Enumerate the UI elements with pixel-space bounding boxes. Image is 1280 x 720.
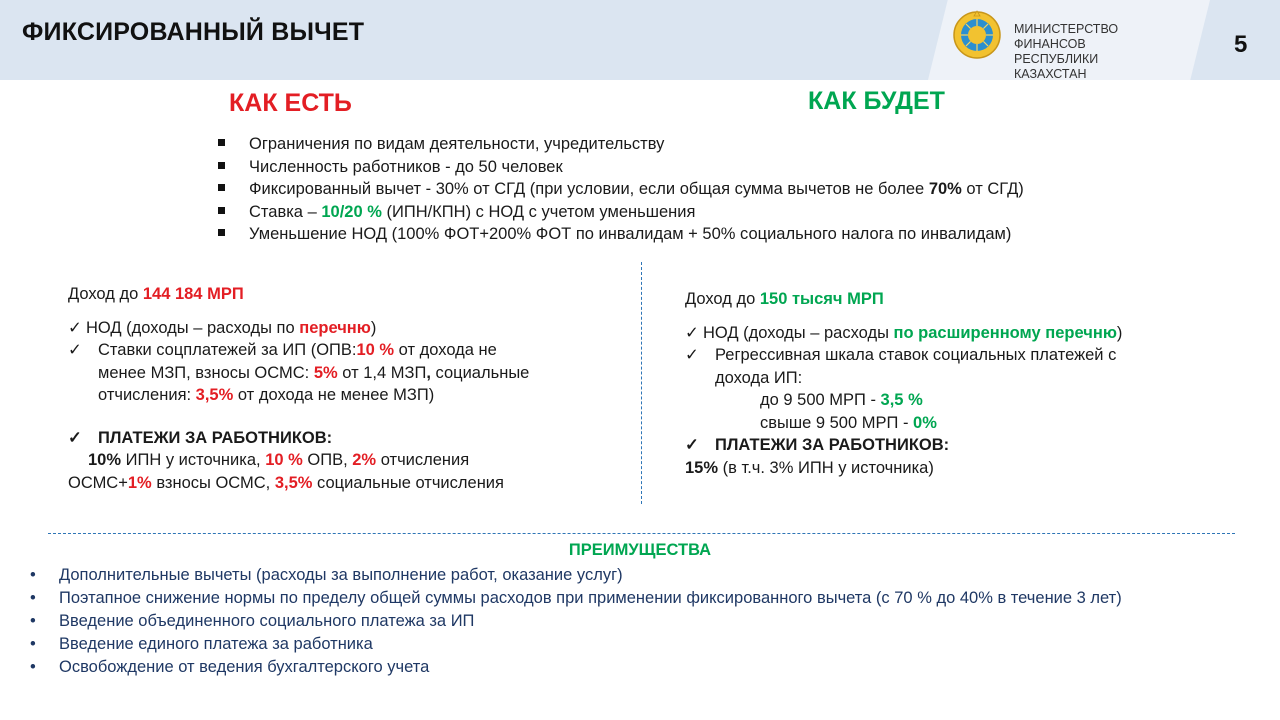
condition-text: Численность работников - до 50 человек: [249, 157, 563, 176]
advantages-list: [30, 564, 1255, 679]
condition-text: Фиксированный вычет - 30% от СГД (при условии, если общая сумма вычетов не более 70% от СГД): [249, 180, 1024, 198]
payments-line: ОСМС+1% взносы ОСМС, 3,5% социальные отчисления: [68, 473, 504, 492]
square-bullet-icon: [218, 162, 225, 169]
ministry-line: КАЗАХСТАН: [1014, 67, 1087, 81]
list-item: • Введение объединенного социального платежа за ИП: [30, 610, 1255, 633]
condition-text: Уменьшение НОД (100% ФОТ+200% ФОТ по инвалидам + 50% социального налога по инвалидам): [249, 225, 1012, 243]
condition-text: Ставка – 10/20 % (ИПН/КПН) с НОД с учетом уменьшения: [249, 202, 696, 221]
heading-as-is: КАК ЕСТЬ: [229, 89, 352, 117]
rates-item-cont: отчисления: 3,5% от дохода не менее МЗП): [98, 386, 435, 404]
list-item: • Поэтапное снижение нормы по пределу общей суммы расходов при применении фиксированного вычета (с 70 % до 40% в течение 3 лет): [30, 587, 1255, 610]
income-limit: Доход до 150 тысяч МРП: [685, 290, 884, 308]
ministry-line: ФИНАНСОВ: [1014, 37, 1086, 51]
income-limit: Доход до 144 184 МРП: [68, 285, 244, 303]
check-icon: ✓: [68, 341, 82, 359]
future-regime-column: [685, 288, 1122, 479]
list-item: • Введение единого платежа за работника: [30, 633, 1255, 656]
scale-item-cont: дохода ИП:: [715, 368, 803, 387]
list-item: [218, 178, 1024, 201]
list-item: [218, 133, 1024, 156]
square-bullet-icon: [218, 229, 225, 236]
list-item: • Освобождение от ведения бухгалтерского учета: [30, 656, 1255, 679]
heading-to-be: КАК БУДЕТ: [808, 87, 945, 115]
column-divider: [641, 262, 642, 504]
list-item: • Дополнительные вычеты (расходы за выполнение работ, оказание услуг): [30, 564, 1255, 587]
payments-line: 15% (в т.ч. 3% ИПН у источника): [685, 458, 934, 477]
payments-heading: ✓ ПЛАТЕЖИ ЗА РАБОТНИКОВ:: [685, 434, 1122, 457]
check-icon: ✓: [685, 436, 699, 454]
square-bullet-icon: [218, 139, 225, 146]
section-divider: [48, 533, 1235, 534]
scale-item: ✓ Регрессивная шкала ставок социальных платежей с: [685, 344, 1122, 367]
conditions-list: [218, 133, 1024, 246]
payments-heading: ✓ ПЛАТЕЖИ ЗА РАБОТНИКОВ:: [68, 427, 529, 450]
check-icon: ✓: [68, 318, 82, 337]
rates-item: ✓ Ставки соцплатежей за ИП (ОПВ:10 % от дохода не: [68, 339, 529, 362]
current-regime-column: [68, 283, 529, 494]
check-icon: ✓: [68, 428, 82, 447]
rates-item-cont: менее МЗП, взносы ОСМС: 5% от 1,4 МЗП, социальные: [98, 363, 530, 382]
rate-tier: свыше 9 500 МРП - 0%: [760, 413, 937, 432]
page-number: 5: [1234, 31, 1248, 58]
ministry-line: РЕСПУБЛИКИ: [1014, 52, 1099, 66]
check-icon: ✓: [685, 323, 699, 342]
rate-tier: до 9 500 МРП - 3,5 %: [760, 391, 923, 409]
nod-item: ✓ НОД (доходы – расходы по расширенному перечню): [685, 322, 1122, 345]
nod-item: ✓ НОД (доходы – расходы по перечню): [68, 317, 529, 340]
kazakhstan-emblem-icon: [952, 10, 1002, 60]
ministry-name: [1014, 22, 1118, 82]
payments-line: 10% ИПН у источника, 10 % ОПВ, 2% отчисления: [88, 451, 470, 469]
list-item: [218, 201, 1024, 224]
slide-title: ФИКСИРОВАННЫЙ ВЫЧЕТ: [22, 18, 365, 46]
ministry-line: МИНИСТЕРСТВО: [1014, 22, 1119, 36]
square-bullet-icon: [218, 184, 225, 191]
list-item: [218, 223, 1024, 246]
square-bullet-icon: [218, 207, 225, 214]
advantages-heading: ПРЕИМУЩЕСТВА: [568, 541, 712, 559]
check-icon: ✓: [685, 346, 699, 364]
condition-text: Ограничения по видам деятельности, учредительству: [249, 135, 665, 153]
list-item: [218, 156, 1024, 179]
